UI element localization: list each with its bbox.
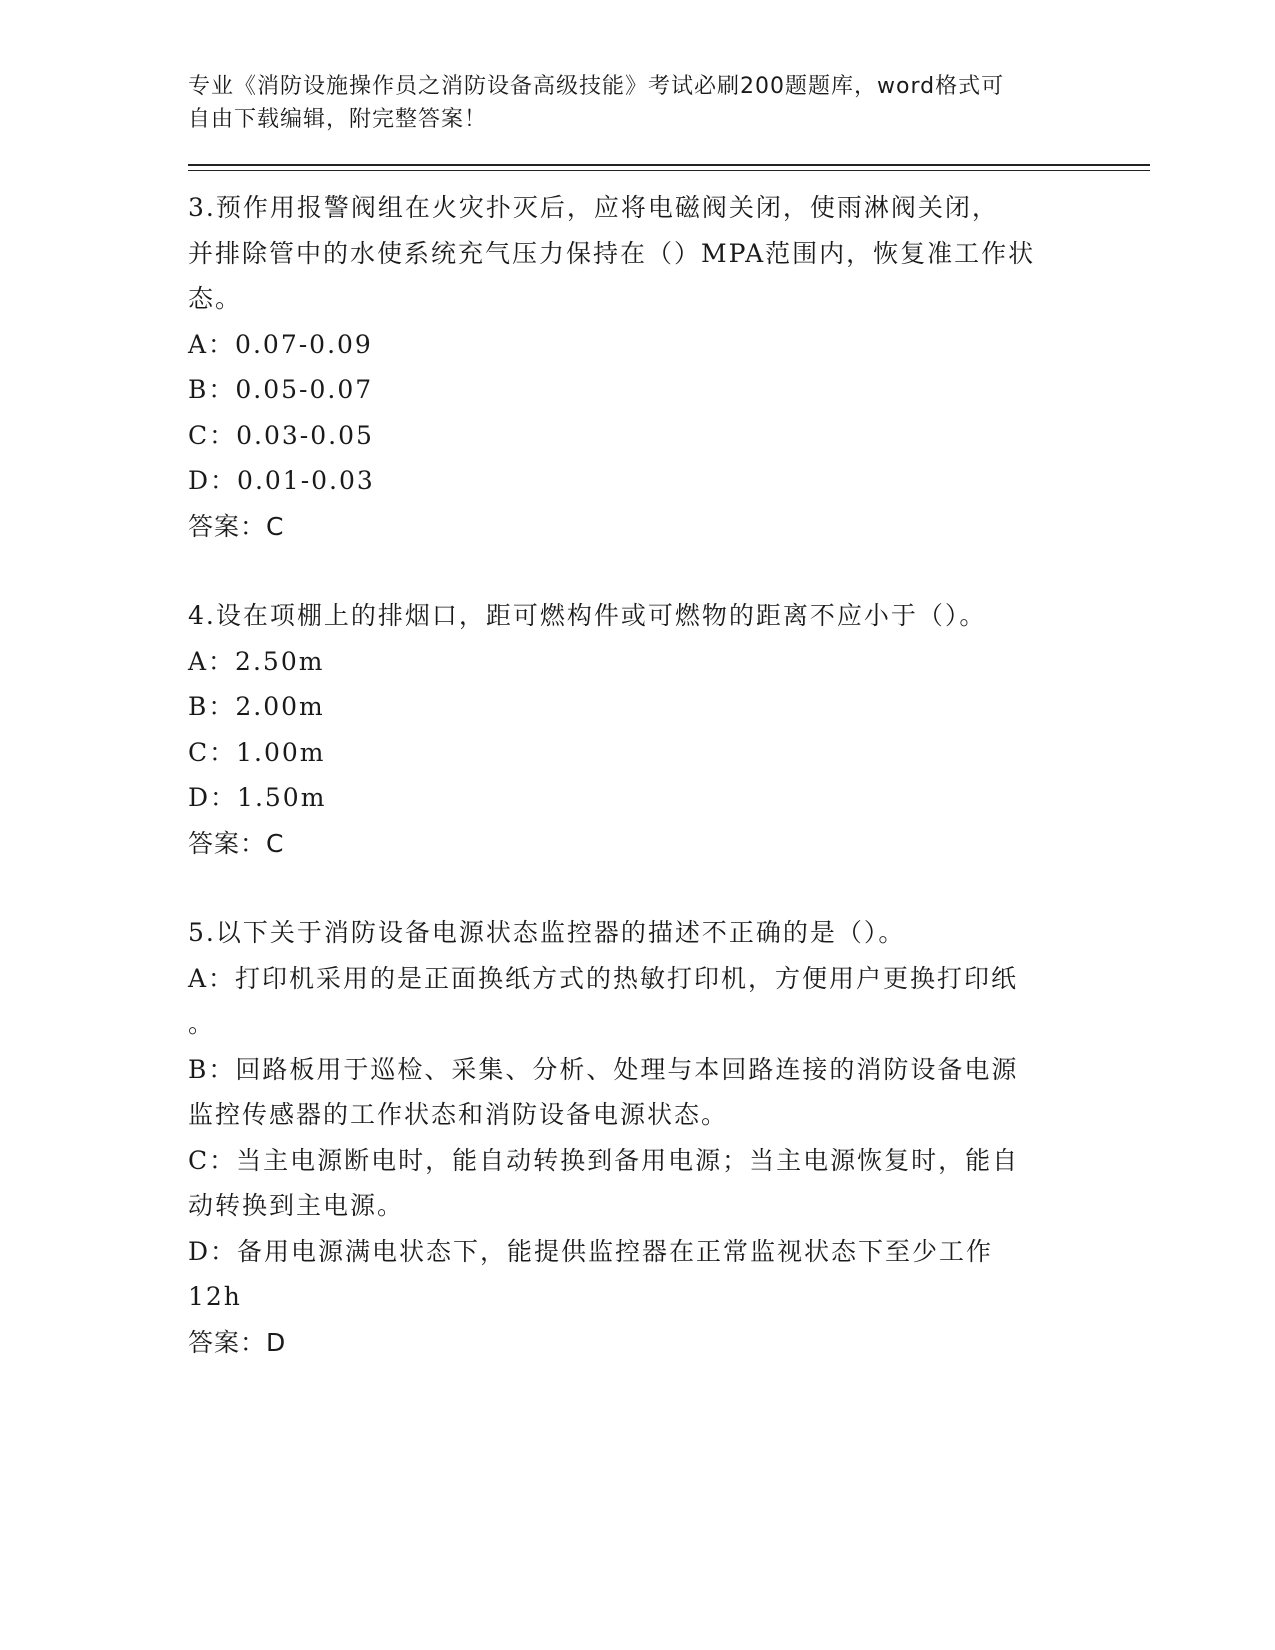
question-4 xyxy=(188,593,1088,866)
question-stem: 3.预作用报警阀组在火灾扑灭后，应将电磁阀关闭，使雨淋阀关闭， xyxy=(188,193,999,222)
option-d: D：0.01-0.03 xyxy=(188,466,375,495)
option-d: D：1.50m xyxy=(188,783,327,812)
option-d-cont: 12h xyxy=(188,1282,242,1311)
document-page xyxy=(188,70,1148,1365)
option-a-cont: 。 xyxy=(188,1009,216,1038)
option-b: B：2.00m xyxy=(188,692,325,721)
option-c: C：0.03-0.05 xyxy=(188,420,374,450)
question-5 xyxy=(188,910,1088,1365)
option-b-cont: 监控传感器的工作状态和消防设备电源状态。 xyxy=(188,1100,729,1129)
document-header xyxy=(188,70,1058,136)
question-stem: 并排除管中的水使系统充气压力保持在（）MPA范围内，恢复准工作状 xyxy=(188,238,1036,268)
question-stem: 4.设在项棚上的排烟口，距可燃构件或可燃物的距离不应小于（）。 xyxy=(188,601,987,630)
answer: 答案：C xyxy=(188,511,285,541)
option-b: B：0.05-0.07 xyxy=(188,375,374,404)
option-a: A：2.50m xyxy=(188,646,325,676)
answer: 答案：D xyxy=(188,1327,287,1357)
question-stem: 5.以下关于消防设备电源状态监控器的描述不正确的是（）。 xyxy=(188,918,906,947)
answer: 答案：C xyxy=(188,828,285,858)
option-b: B：回路板用于巡检、采集、分析、处理与本回路连接的消防设备电源 xyxy=(188,1054,1019,1084)
option-c: C：1.00m xyxy=(188,737,326,767)
option-a: A：打印机采用的是正面换纸方式的热敏打印机，方便用户更换打印纸 xyxy=(188,963,1019,993)
option-a: A：0.07-0.09 xyxy=(188,329,373,359)
header-line: 专业《消防设施操作员之消防设备高级技能》考试必刷200题题库，word格式可 xyxy=(188,74,1005,99)
question-3 xyxy=(188,185,1088,549)
option-c: C：当主电源断电时，能自动转换到备用电源；当主电源恢复时，能自 xyxy=(188,1145,1020,1175)
option-c-cont: 动转换到主电源。 xyxy=(188,1191,405,1220)
question-stem: 态。 xyxy=(188,284,243,313)
header-divider xyxy=(188,164,1150,171)
header-line: 自由下载编辑，附完整答案！ xyxy=(188,107,488,132)
option-d: D：备用电源满电状态下，能提供监控器在正常监视状态下至少工作 xyxy=(188,1236,994,1266)
